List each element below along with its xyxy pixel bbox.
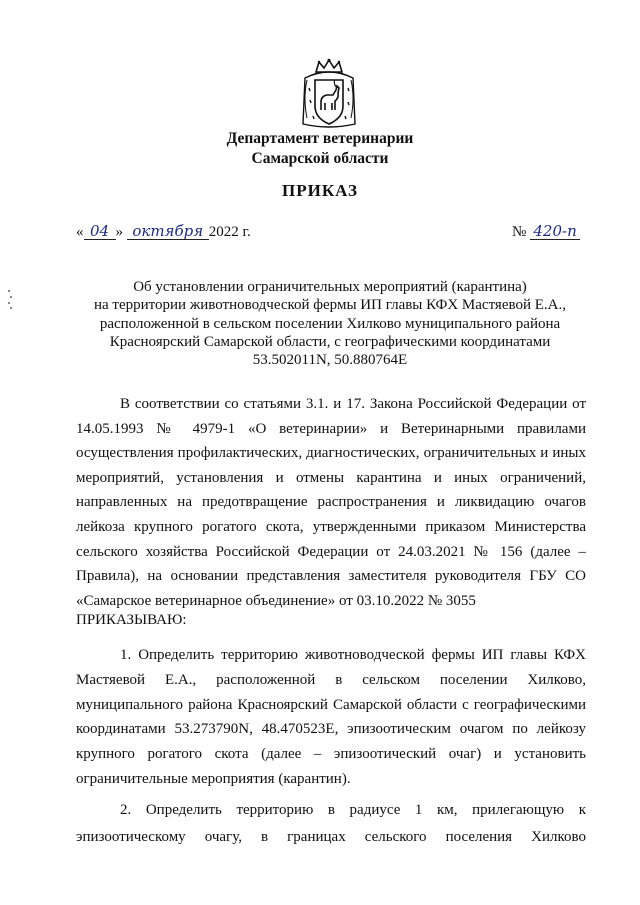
department-line-1: Департамент ветеринарии	[226, 130, 414, 147]
date-day: 04	[84, 223, 116, 240]
date-year: 2022 г.	[208, 224, 251, 240]
department-name	[0, 129, 640, 169]
item-1-paragraph	[76, 643, 586, 792]
document-type: ПРИКАЗ	[282, 181, 358, 200]
order-word: ПРИКАЗЫВАЮ:	[76, 612, 187, 628]
title-line-4: Красноярский Самарской области, с географическими координатами	[109, 333, 551, 350]
order-title	[40, 278, 620, 369]
date-close-quote: »	[115, 224, 123, 240]
preamble-paragraph	[76, 392, 586, 613]
order-number	[512, 223, 580, 241]
department-line-2: Самарской области	[251, 150, 389, 167]
item-2-paragraph	[76, 797, 586, 850]
title-line-1: Об установлении ограничительных мероприятий (карантина)	[133, 279, 527, 295]
item-2-text: 2. Определить территорию в радиусе 1 км, прилегающую к эпизоотическому очагу, в границах сельского поселения Хилково	[76, 802, 586, 845]
date-open-quote: «	[76, 224, 84, 240]
title-line-3: расположенной в сельском поселении Хилково муниципального района	[99, 315, 561, 332]
order-date	[76, 223, 251, 241]
item-1-text: 1. Определить территорию животноводческой фермы ИП главы КФХ Мастяевой Е.А., расположенной в сельском поселении Хилково, муниципального района Красноярский Самарской области с географическими координатами 53.273790N, 48.470523E, эпизоотическим очагом по лейкозу крупного рогатого скота (далее – эпизоотический очаг) и установить ограничительные мероприятия (карантин).	[76, 647, 586, 787]
date-month: октября	[127, 223, 209, 240]
preamble-text: В соответствии со статьями 3.1. и 17. Закона Российской Федерации от 14.05.1993 № 4979-1 «О ветеринарии» и Ветеринарными правилами осуществления профилактических, диагностических, ограничительных и иных мероприятий, установления и отмены карантина и иных ограничений, направленных на предотвращение распространения и ликвидацию очагов лейкоза крупного рогатого скота, утвержденными приказом Министерства сельского хозяйства Российской Федерации от 24.03.2021 № 156 (далее – Правила), на основании представления заместителя руководителя ГБУ СО «Самарское ветеринарное объединение» от 03.10.2022 № 3055	[76, 396, 586, 609]
margin-marks	[6, 288, 14, 310]
title-line-5: 53.502011N, 50.880764E	[252, 352, 408, 369]
coat-of-arms-icon	[299, 58, 359, 132]
number-value: 420-п	[530, 223, 580, 240]
title-line-2: на территории животноводческой фермы ИП главы КФХ Мастяевой Е.А.,	[94, 297, 566, 314]
number-prefix: №	[512, 224, 527, 240]
